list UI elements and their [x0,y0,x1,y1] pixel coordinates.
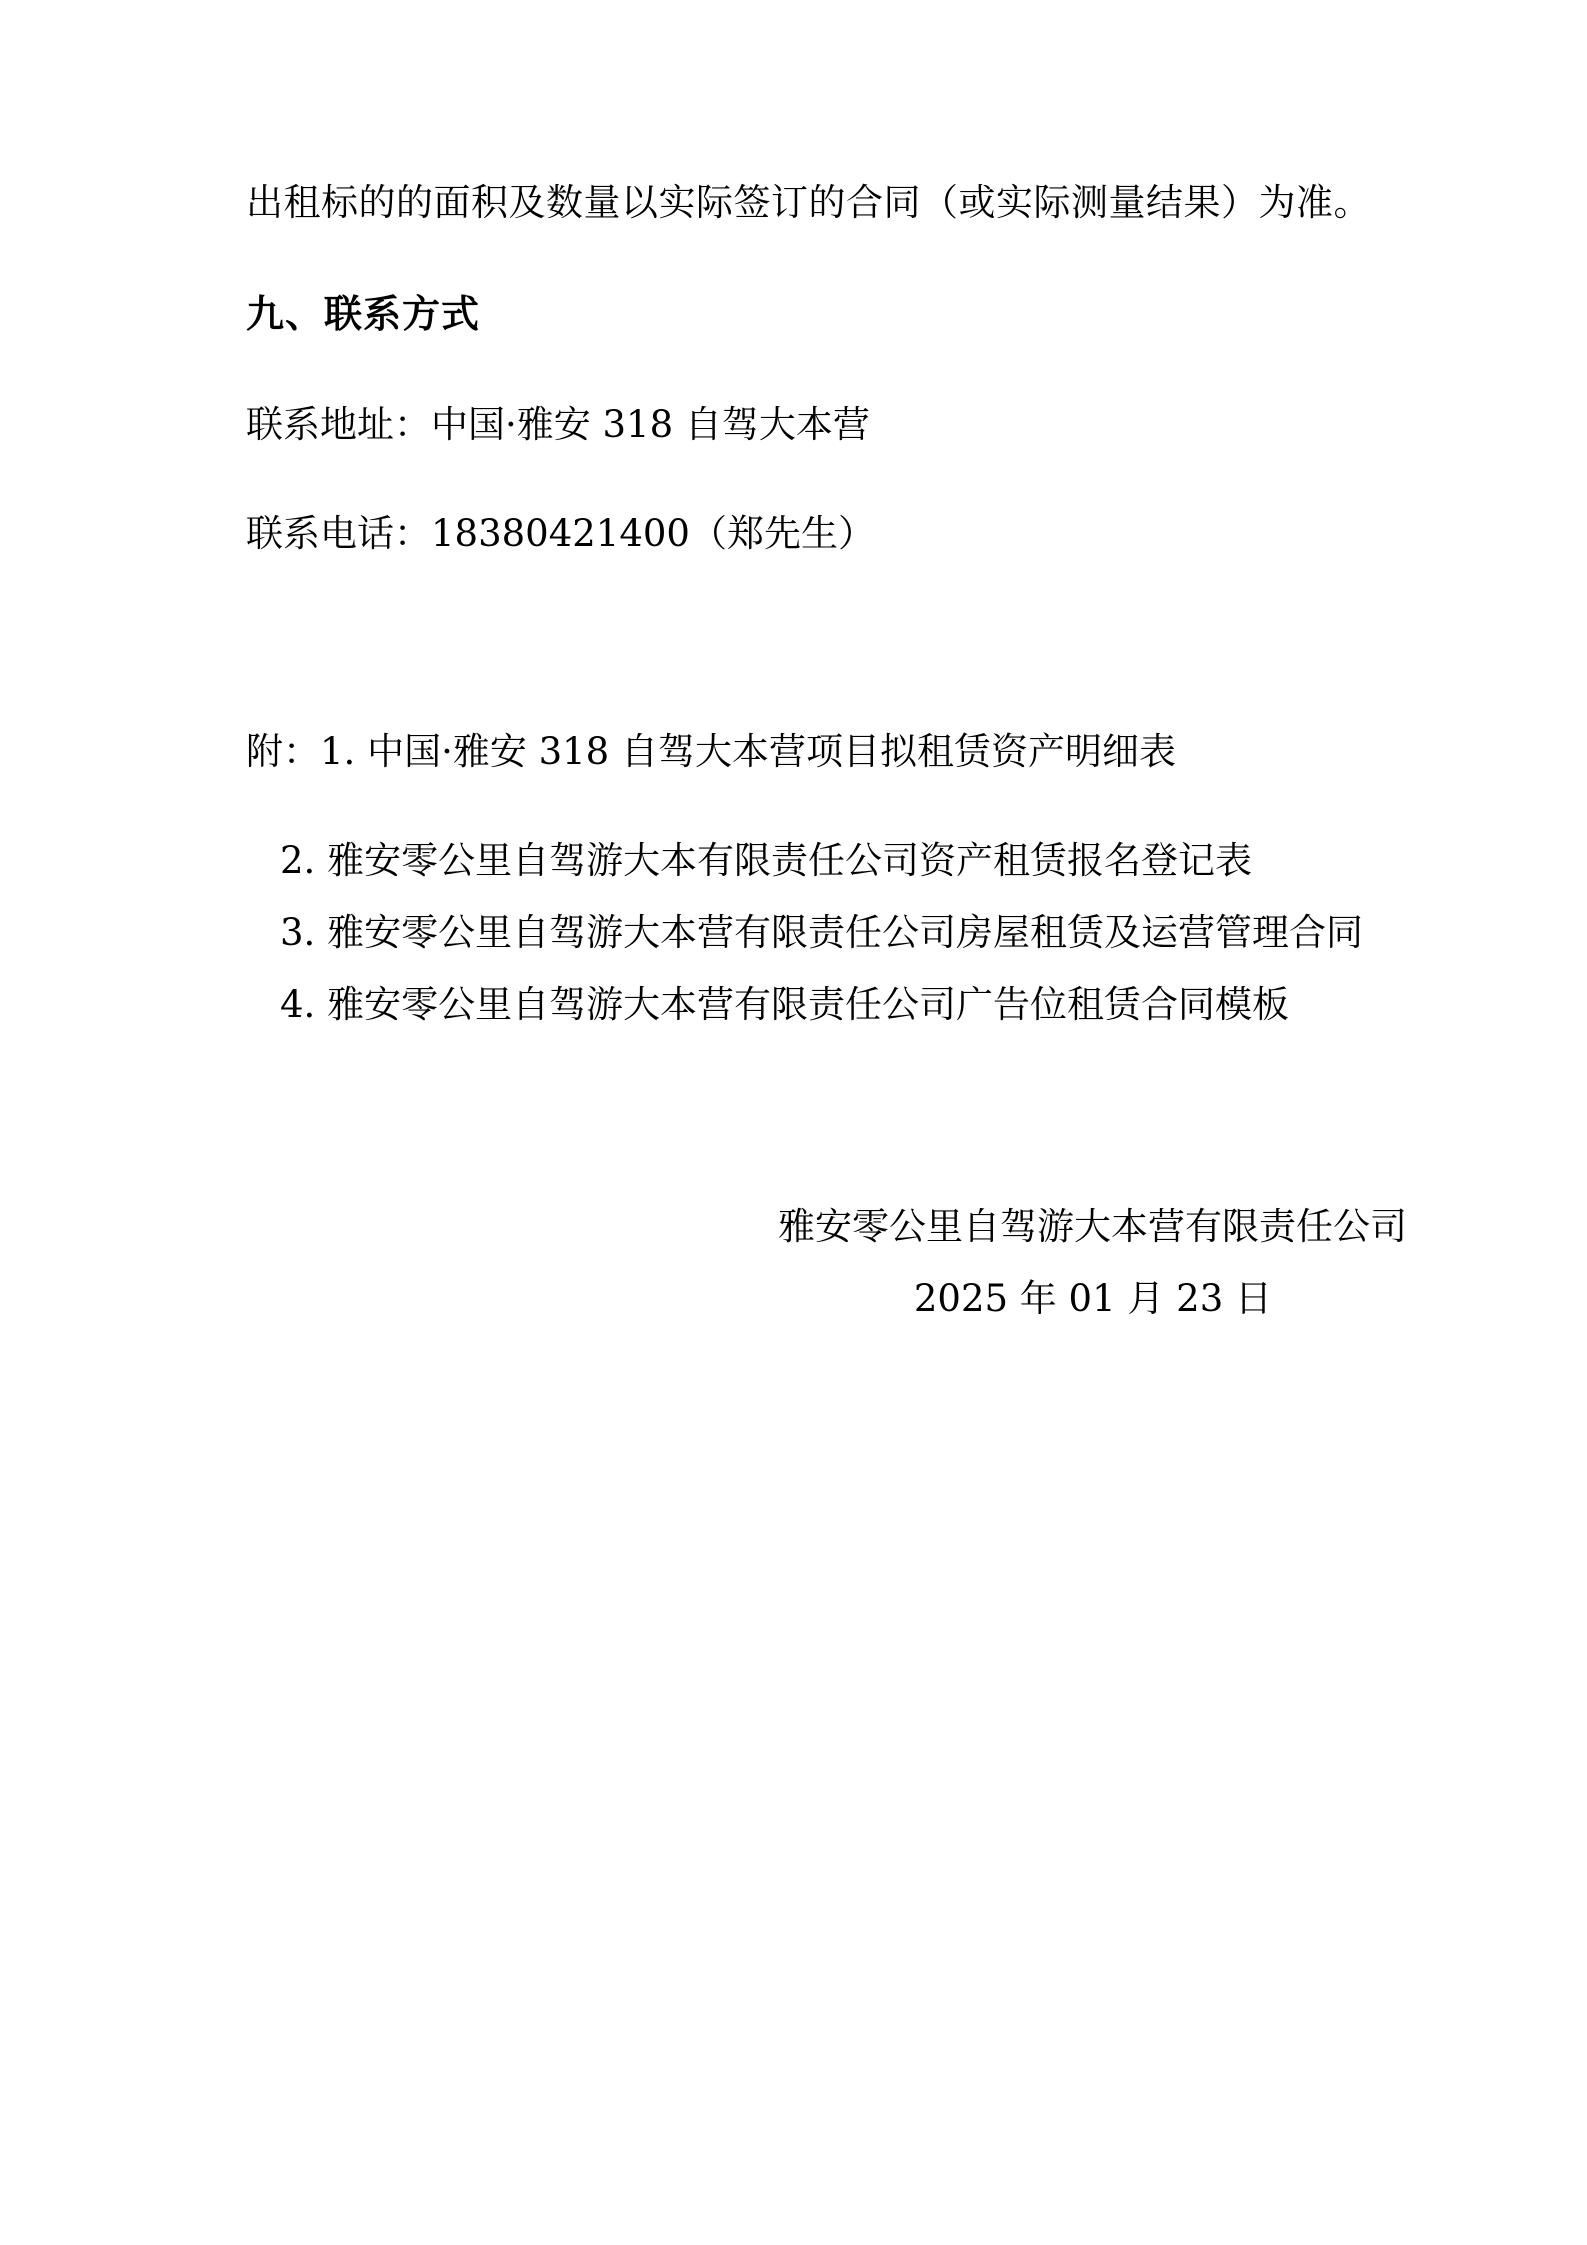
contact-address-line: 联系地址：中国·雅安 318 自驾大本营 [246,403,870,446]
attachment-item: 4. 雅安零公里自驾游大本营有限责任公司广告位租赁合同模板 [280,983,1290,1026]
section-heading-contact: 九、联系方式 [246,291,481,336]
attachment-item: 3. 雅安零公里自驾游大本营有限责任公司房屋租赁及运营管理合同 [280,911,1364,954]
contact-phone-line: 联系电话：18380421400（郑先生） [246,512,875,555]
signature-date: 2025 年 01 月 23 日 [913,1277,1272,1320]
paragraph-spacer [170,607,1417,679]
signature-company: 雅安零公里自驾游大本营有限责任公司 [778,1205,1407,1248]
attachment-item: 2. 雅安零公里自驾游大本有限责任公司资产租赁报名登记表 [280,839,1253,882]
paragraph-area-note: 出租标的的面积及数量以实际签订的合同（或实际测量结果）为准。 [246,181,1371,224]
attachment-intro: 附：1. 中国·雅安 318 自驾大本营项目拟租赁资产明细表 [246,730,1176,773]
signature-block [170,1191,1417,1335]
attachment-list [170,825,1417,1041]
